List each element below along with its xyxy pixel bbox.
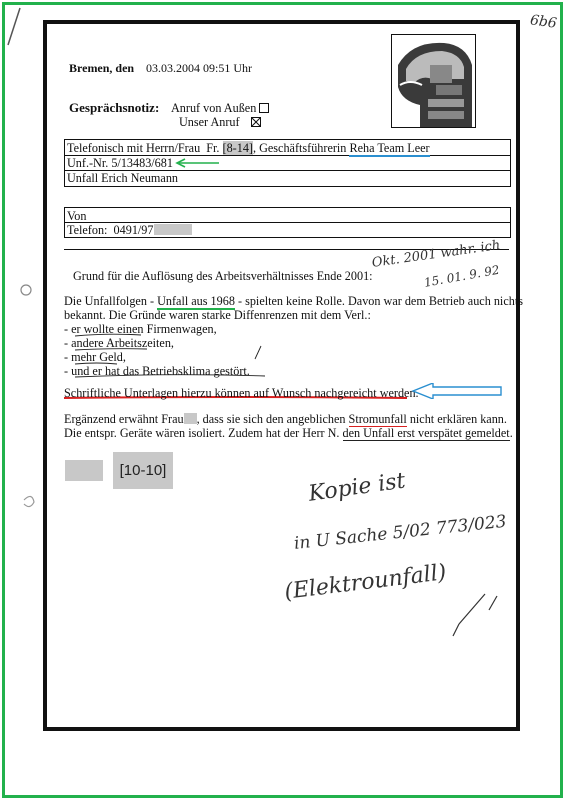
highlight-sentence: Schriftliche Unterlagen hierzu können auf Wunsch nachgereicht werden. (64, 386, 419, 400)
handwritten-margin-note-2: 15. 01. 9. 92 (423, 262, 501, 290)
reason-item: - andere Arbeitszeiten, (64, 336, 174, 350)
pen-check-mark (437, 584, 507, 644)
body-heading: Grund für die Auflösung des Arbeitsverhältnisses Ende 2001: (73, 269, 373, 283)
body-para1-line1: Die Unfallfolgen - Unfall aus 1968 - spielten keine Rolle. Davon war dem Betrieb auch nichts (64, 294, 523, 308)
reason-item: - mehr Geld, (64, 350, 126, 364)
company-underlined: Reha Team Leer (349, 141, 430, 155)
note-title: Gesprächsnotiz: (69, 100, 160, 115)
page-number-stamp: 6b6 (529, 12, 558, 32)
redaction-block (65, 460, 103, 481)
telefon-row: Telefon: 0491/97 (67, 223, 192, 237)
reason-item: - er wollte einen Firmenwagen, (64, 322, 217, 336)
option-external-label: Anruf von Außen (171, 101, 257, 115)
accident-year-underlined: Unfall aus 1968 (157, 294, 235, 308)
contact-line-2: Unf.-Nr. 5/13483/681 (67, 156, 173, 170)
date-time: 03.03.2004 09:51 Uhr (146, 61, 252, 75)
body-para1-line2: bekannt. Die Gründe waren starke Diffenrenzen mit dem Verl.: (64, 308, 371, 322)
handwritten-note-2: in U Sache 5/02 773/023 (293, 511, 508, 554)
document-page (43, 20, 523, 731)
handwritten-note-3: (Elektrounfall) (283, 560, 448, 605)
location-label: Bremen, den (69, 61, 135, 75)
contact-line-3: Unfall Erich Neumann (67, 171, 179, 185)
blue-arrow-icon (411, 383, 503, 399)
von-label: Von (67, 209, 87, 223)
handwritten-margin-note-1: Okt. 2001 wahr. ich (371, 237, 502, 271)
name-redaction (184, 413, 197, 424)
contact-line-1: Telefonisch mit Herrn/Frau Fr. [8-14], Geschäftsführerin Reha Team Leer (67, 141, 430, 155)
electric-accident-underlined: Stromunfall (348, 412, 407, 426)
body-para3-line1: Ergänzend erwähnt Frau , dass sie sich den angeblichen Stromunfall nicht erklären kann. (64, 412, 507, 426)
body-para3-line2: Die entspr. Geräte wären isoliert. Zudem hat der Herr N. den Unfall erst verspätet gemeldet. (64, 426, 513, 440)
option-our-call-label: Unser Anruf (179, 115, 240, 129)
pen-underlines (47, 24, 516, 424)
reason-item: - und er hat das Betriebsklima gestört. (64, 364, 250, 378)
contact-ref-highlight: [8-14] (222, 141, 253, 155)
handwritten-note-1: Kopie ist (307, 468, 407, 507)
reference-tag: [10-10] (113, 452, 173, 489)
late-report-underlined: den Unfall erst verspätet gemeldet (342, 426, 510, 440)
